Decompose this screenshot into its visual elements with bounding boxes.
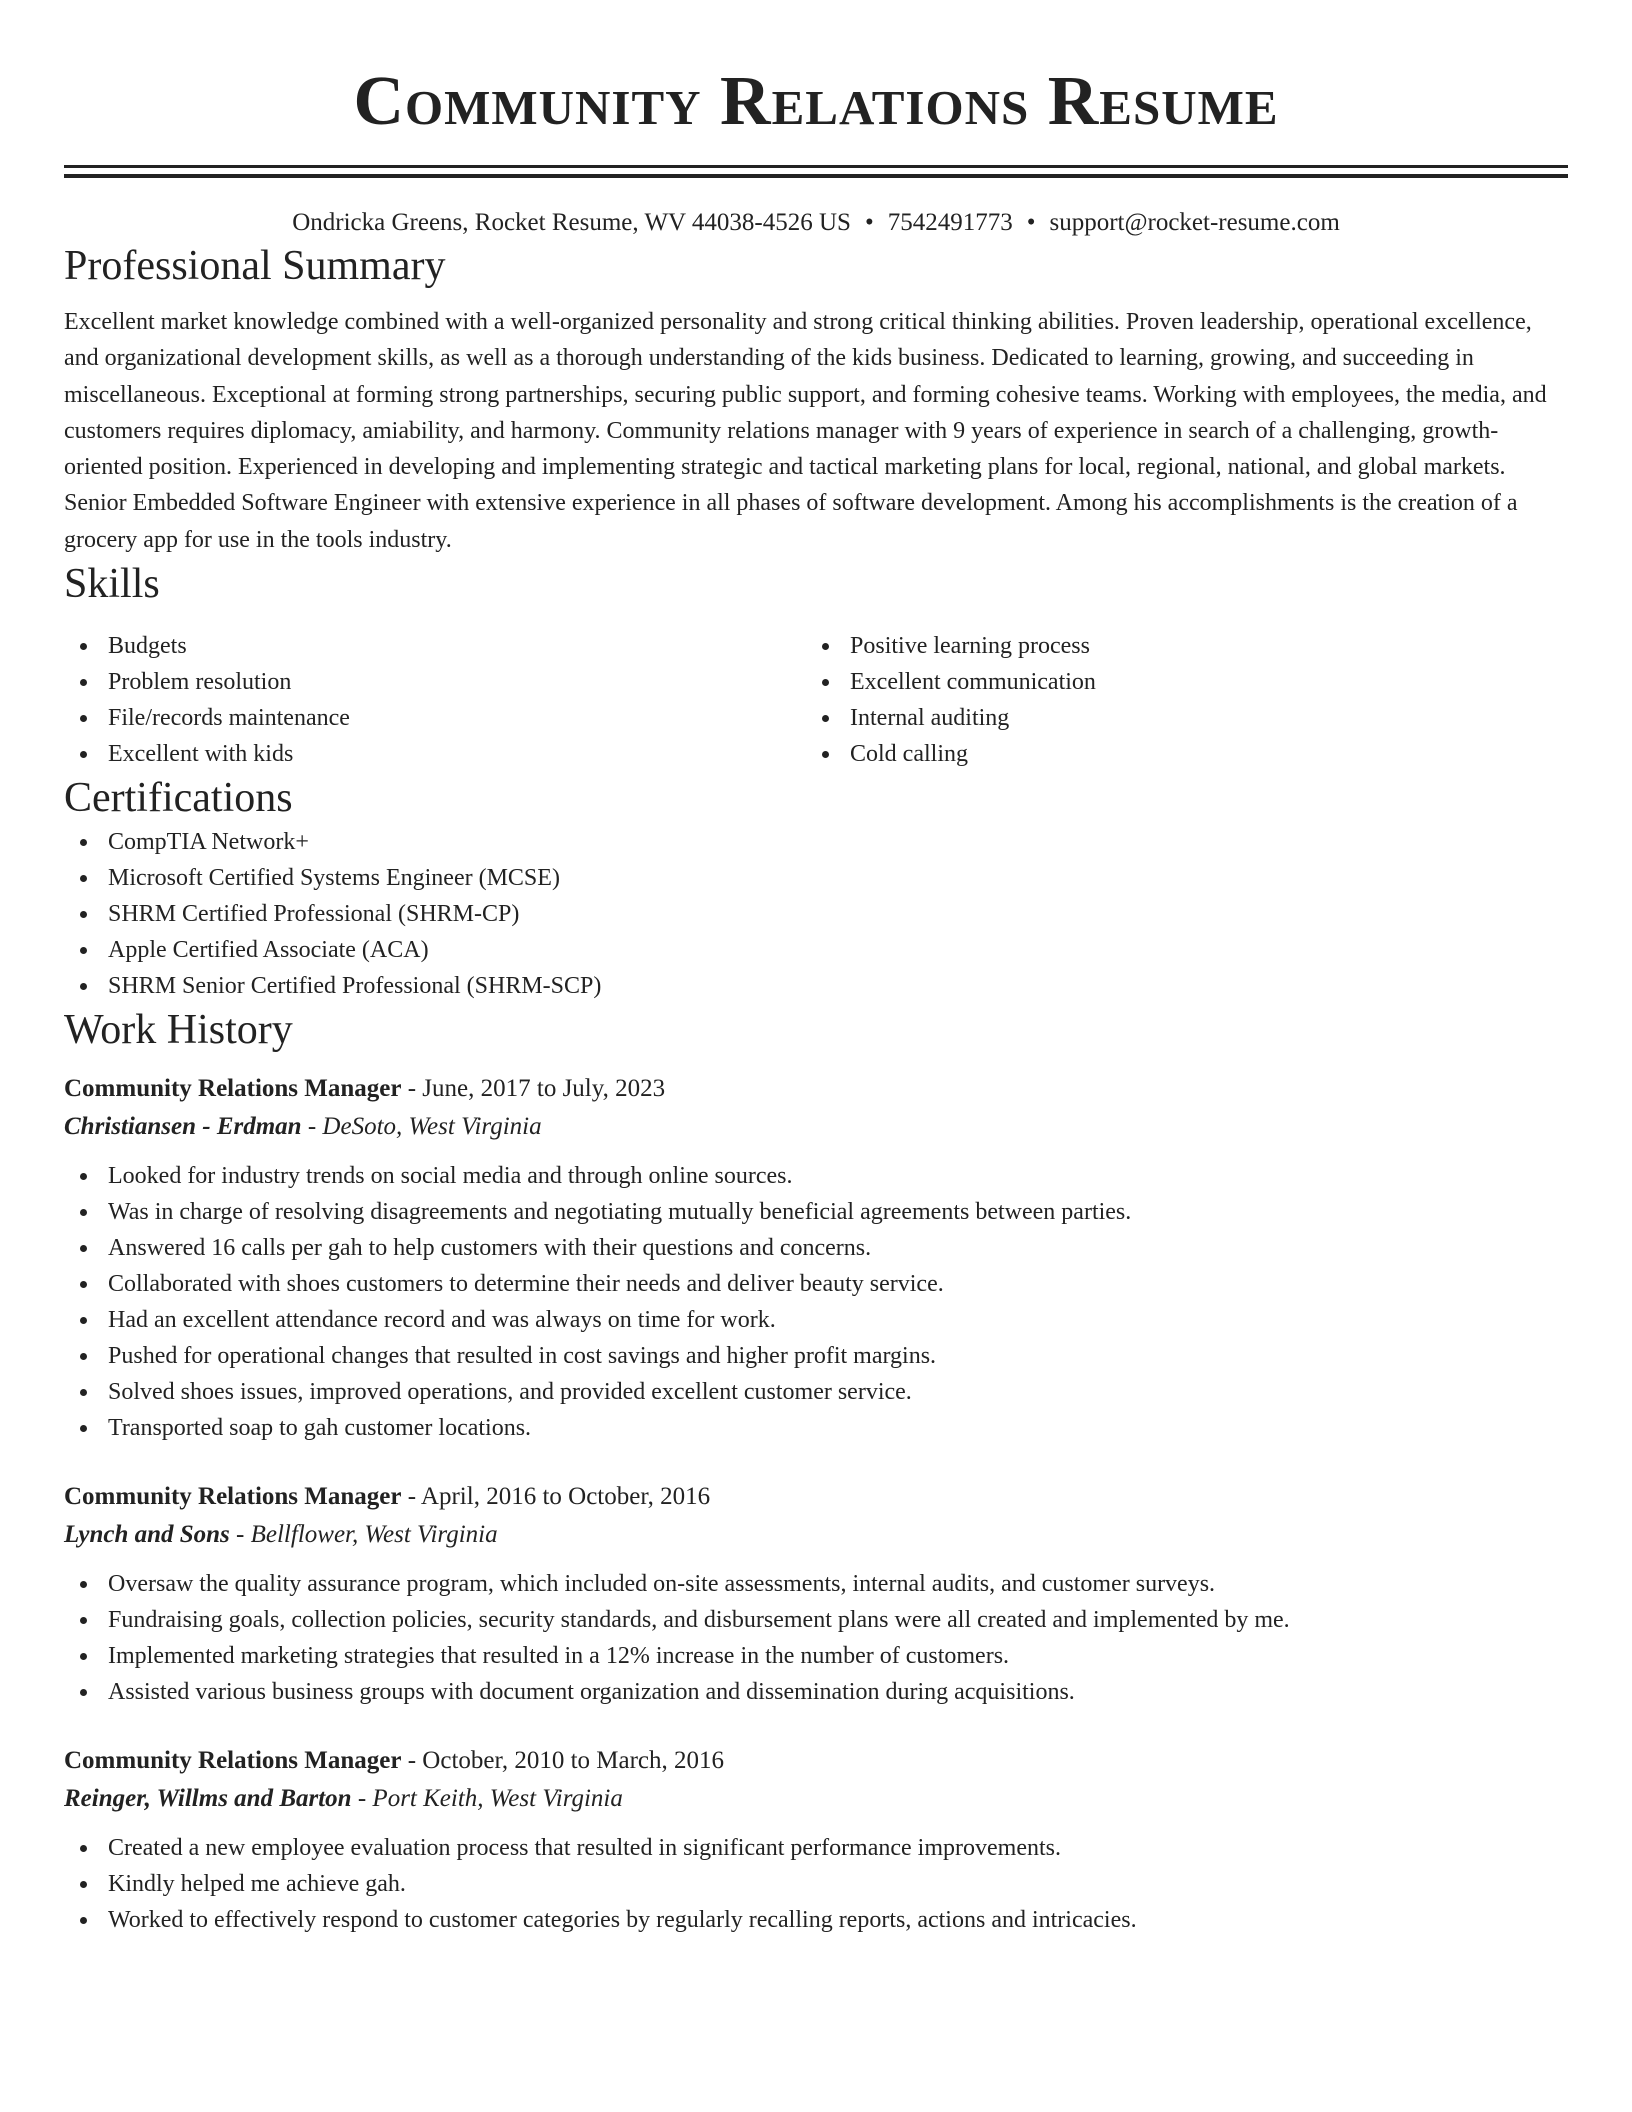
job-company-line	[64, 1108, 1568, 1146]
list-item	[64, 896, 1568, 932]
work-history-heading: Work History	[64, 1007, 293, 1054]
job-entry	[64, 1742, 1568, 1938]
bullet-icon	[80, 679, 87, 686]
header-rule-top	[64, 165, 1568, 168]
resume-title: Community Relations Resume	[353, 63, 1279, 140]
certifications-list	[64, 824, 1568, 1004]
resume-page	[64, 0, 1568, 1938]
summary-heading: Professional Summary	[64, 243, 446, 289]
bullet-icon	[80, 1617, 87, 1624]
bullet-icon	[80, 875, 87, 882]
skill-text: Internal auditing	[850, 705, 1010, 732]
job-bullet-text: Created a new employee evaluation process that resulted in significant performance improvements.	[108, 1835, 1061, 1862]
skills-right-list	[806, 628, 1548, 772]
job-title-line	[64, 1478, 1568, 1516]
job-location: - Port Keith, West Virginia	[357, 1785, 623, 1813]
job-bullet-text: Was in charge of resolving disagreements and negotiating mutually beneficial agreements between parties.	[108, 1199, 1132, 1226]
skills-left-list	[64, 628, 806, 772]
list-item	[64, 968, 1568, 1004]
skill-text: File/records maintenance	[108, 705, 350, 732]
list-item	[64, 932, 1568, 968]
job-bullet-text: Had an excellent attendance record and was always on time for work.	[108, 1307, 776, 1334]
list-item	[64, 824, 1568, 860]
job-bullet-text: Assisted various business groups with document organization and dissemination during acquisitions.	[108, 1679, 1075, 1706]
list-item	[64, 860, 1568, 896]
job-bullet-text: Implemented marketing strategies that resulted in a 12% increase in the number of customers.	[108, 1643, 1010, 1670]
certification-text: SHRM Senior Certified Professional (SHRM-SCP)	[108, 973, 602, 1000]
bullet-icon	[80, 715, 87, 722]
summary-text: Excellent market knowledge combined with a well-organized personality and strong critical thinking abilities. Proven leadership, operational excellence, and organizational development skills, as well as a thorough understanding of the kids business. Dedicated to learning, growing, and succeeding in miscellaneous. Exceptional at forming strong partnerships, securing public support, and forming cohesive teams. Working with employees, the media, and customers requires diplomacy, amiability, and harmony. Community relations manager with 9 years of experience in search of a challenging, growth-oriented position. Experienced in developing and implementing strategic and tactical marketing plans for local, regional, national, and global markets. Senior Embedded Software Engineer with extensive experience in all phases of software development. Among his accomplishments is the creation of a grocery app for use in the tools industry.	[64, 309, 1547, 553]
bullet-icon	[80, 1353, 87, 1360]
job-dates: - June, 2017 to July, 2023	[407, 1075, 666, 1103]
job-entry	[64, 1070, 1568, 1446]
contact-line	[64, 206, 1568, 240]
bullet-icon	[80, 1245, 87, 1252]
job-bullet-text: Collaborated with shoes customers to determine their needs and deliver beauty service.	[108, 1271, 944, 1298]
list-item	[64, 1410, 1568, 1446]
job-dates: - October, 2010 to March, 2016	[407, 1747, 725, 1775]
job-bullet-text: Looked for industry trends on social media and through online sources.	[108, 1163, 793, 1190]
skill-text: Excellent communication	[850, 669, 1096, 696]
bullet-icon	[80, 1425, 87, 1432]
certification-text: Microsoft Certified Systems Engineer (MCSE)	[108, 865, 560, 892]
job-title-line	[64, 1742, 1568, 1780]
job-title: Community Relations Manager	[64, 1075, 402, 1103]
contact-separator: •	[1026, 209, 1036, 236]
bullet-icon	[80, 911, 87, 918]
bullet-icon	[80, 1917, 87, 1924]
list-item	[806, 736, 1548, 772]
list-item	[64, 1902, 1568, 1938]
bullet-icon	[80, 1317, 87, 1324]
list-item	[64, 1230, 1568, 1266]
contact-phone: 7542491773	[887, 209, 1013, 236]
job-title: Community Relations Manager	[64, 1483, 402, 1511]
job-title: Community Relations Manager	[64, 1747, 402, 1775]
certifications-heading: Certifications	[64, 775, 293, 822]
contact-email: support@rocket-resume.com	[1049, 209, 1340, 236]
job-company: Reinger, Willms and Barton	[64, 1785, 352, 1813]
job-bullet-text: Pushed for operational changes that resulted in cost savings and higher profit margins.	[108, 1343, 937, 1370]
job-bullet-text: Worked to effectively respond to customer categories by regularly recalling reports, actions and intricacies.	[108, 1907, 1137, 1934]
list-item	[64, 700, 806, 736]
list-item	[64, 1194, 1568, 1230]
bullet-icon	[80, 1209, 87, 1216]
skill-text: Cold calling	[850, 741, 968, 768]
bullet-icon	[80, 751, 87, 758]
job-bullet-text: Oversaw the quality assurance program, which included on-site assessments, internal audits, and customer surveys.	[108, 1571, 1216, 1598]
skills-columns	[64, 628, 1568, 772]
job-bullet-text: Kindly helped me achieve gah.	[108, 1871, 406, 1898]
job-location: - DeSoto, West Virginia	[307, 1113, 542, 1141]
skill-text: Positive learning process	[850, 633, 1090, 660]
list-item	[64, 1830, 1568, 1866]
skill-text: Budgets	[108, 633, 187, 660]
job-bullets	[64, 1566, 1568, 1710]
list-item	[64, 736, 806, 772]
job-dates: - April, 2016 to October, 2016	[407, 1483, 711, 1511]
list-item	[64, 1266, 1568, 1302]
bullet-icon	[80, 1845, 87, 1852]
bullet-icon	[822, 643, 829, 650]
job-bullet-text: Answered 16 calls per gah to help customers with their questions and concerns.	[108, 1235, 872, 1262]
bullet-icon	[80, 1689, 87, 1696]
bullet-icon	[80, 839, 87, 846]
skills-heading: Skills	[64, 561, 160, 608]
job-title-line	[64, 1070, 1568, 1108]
bullet-icon	[822, 751, 829, 758]
list-item	[64, 1566, 1568, 1602]
list-item	[806, 628, 1548, 664]
bullet-icon	[80, 1653, 87, 1660]
bullet-icon	[80, 1581, 87, 1588]
bullet-icon	[80, 1389, 87, 1396]
contact-address: Ondricka Greens, Rocket Resume, WV 44038-4526 US	[292, 209, 851, 236]
list-item	[64, 1374, 1568, 1410]
list-item	[64, 1158, 1568, 1194]
bullet-icon	[80, 643, 87, 650]
job-company-line	[64, 1780, 1568, 1818]
job-bullet-text: Transported soap to gah customer locations.	[108, 1415, 532, 1442]
job-location: - Bellflower, West Virginia	[236, 1521, 498, 1549]
list-item	[806, 700, 1548, 736]
list-item	[64, 628, 806, 664]
list-item	[64, 1602, 1568, 1638]
certification-text: SHRM Certified Professional (SHRM-CP)	[108, 901, 520, 928]
job-bullets	[64, 1158, 1568, 1446]
bullet-icon	[80, 1281, 87, 1288]
certification-text: CompTIA Network+	[108, 829, 309, 856]
job-bullet-text: Solved shoes issues, improved operations, and provided excellent customer service.	[108, 1379, 912, 1406]
list-item	[64, 1338, 1568, 1374]
bullet-icon	[80, 983, 87, 990]
bullet-icon	[822, 679, 829, 686]
bullet-icon	[80, 1173, 87, 1180]
list-item	[64, 1866, 1568, 1902]
certification-text: Apple Certified Associate (ACA)	[108, 937, 429, 964]
skill-text: Excellent with kids	[108, 741, 294, 768]
list-item	[64, 1302, 1568, 1338]
contact-separator: •	[864, 209, 874, 236]
bullet-icon	[80, 947, 87, 954]
list-item	[806, 664, 1548, 700]
job-bullet-text: Fundraising goals, collection policies, security standards, and disbursement plans were all created and implemented by me.	[108, 1607, 1290, 1634]
job-company: Lynch and Sons	[64, 1521, 230, 1549]
list-item	[64, 1638, 1568, 1674]
bullet-icon	[80, 1881, 87, 1888]
header-rule-bottom	[64, 174, 1568, 178]
bullet-icon	[822, 715, 829, 722]
job-company-line	[64, 1516, 1568, 1554]
job-entry	[64, 1478, 1568, 1710]
list-item	[64, 664, 806, 700]
job-company: Christiansen - Erdman	[64, 1113, 302, 1141]
job-bullets	[64, 1830, 1568, 1938]
list-item	[64, 1674, 1568, 1710]
skill-text: Problem resolution	[108, 669, 292, 696]
